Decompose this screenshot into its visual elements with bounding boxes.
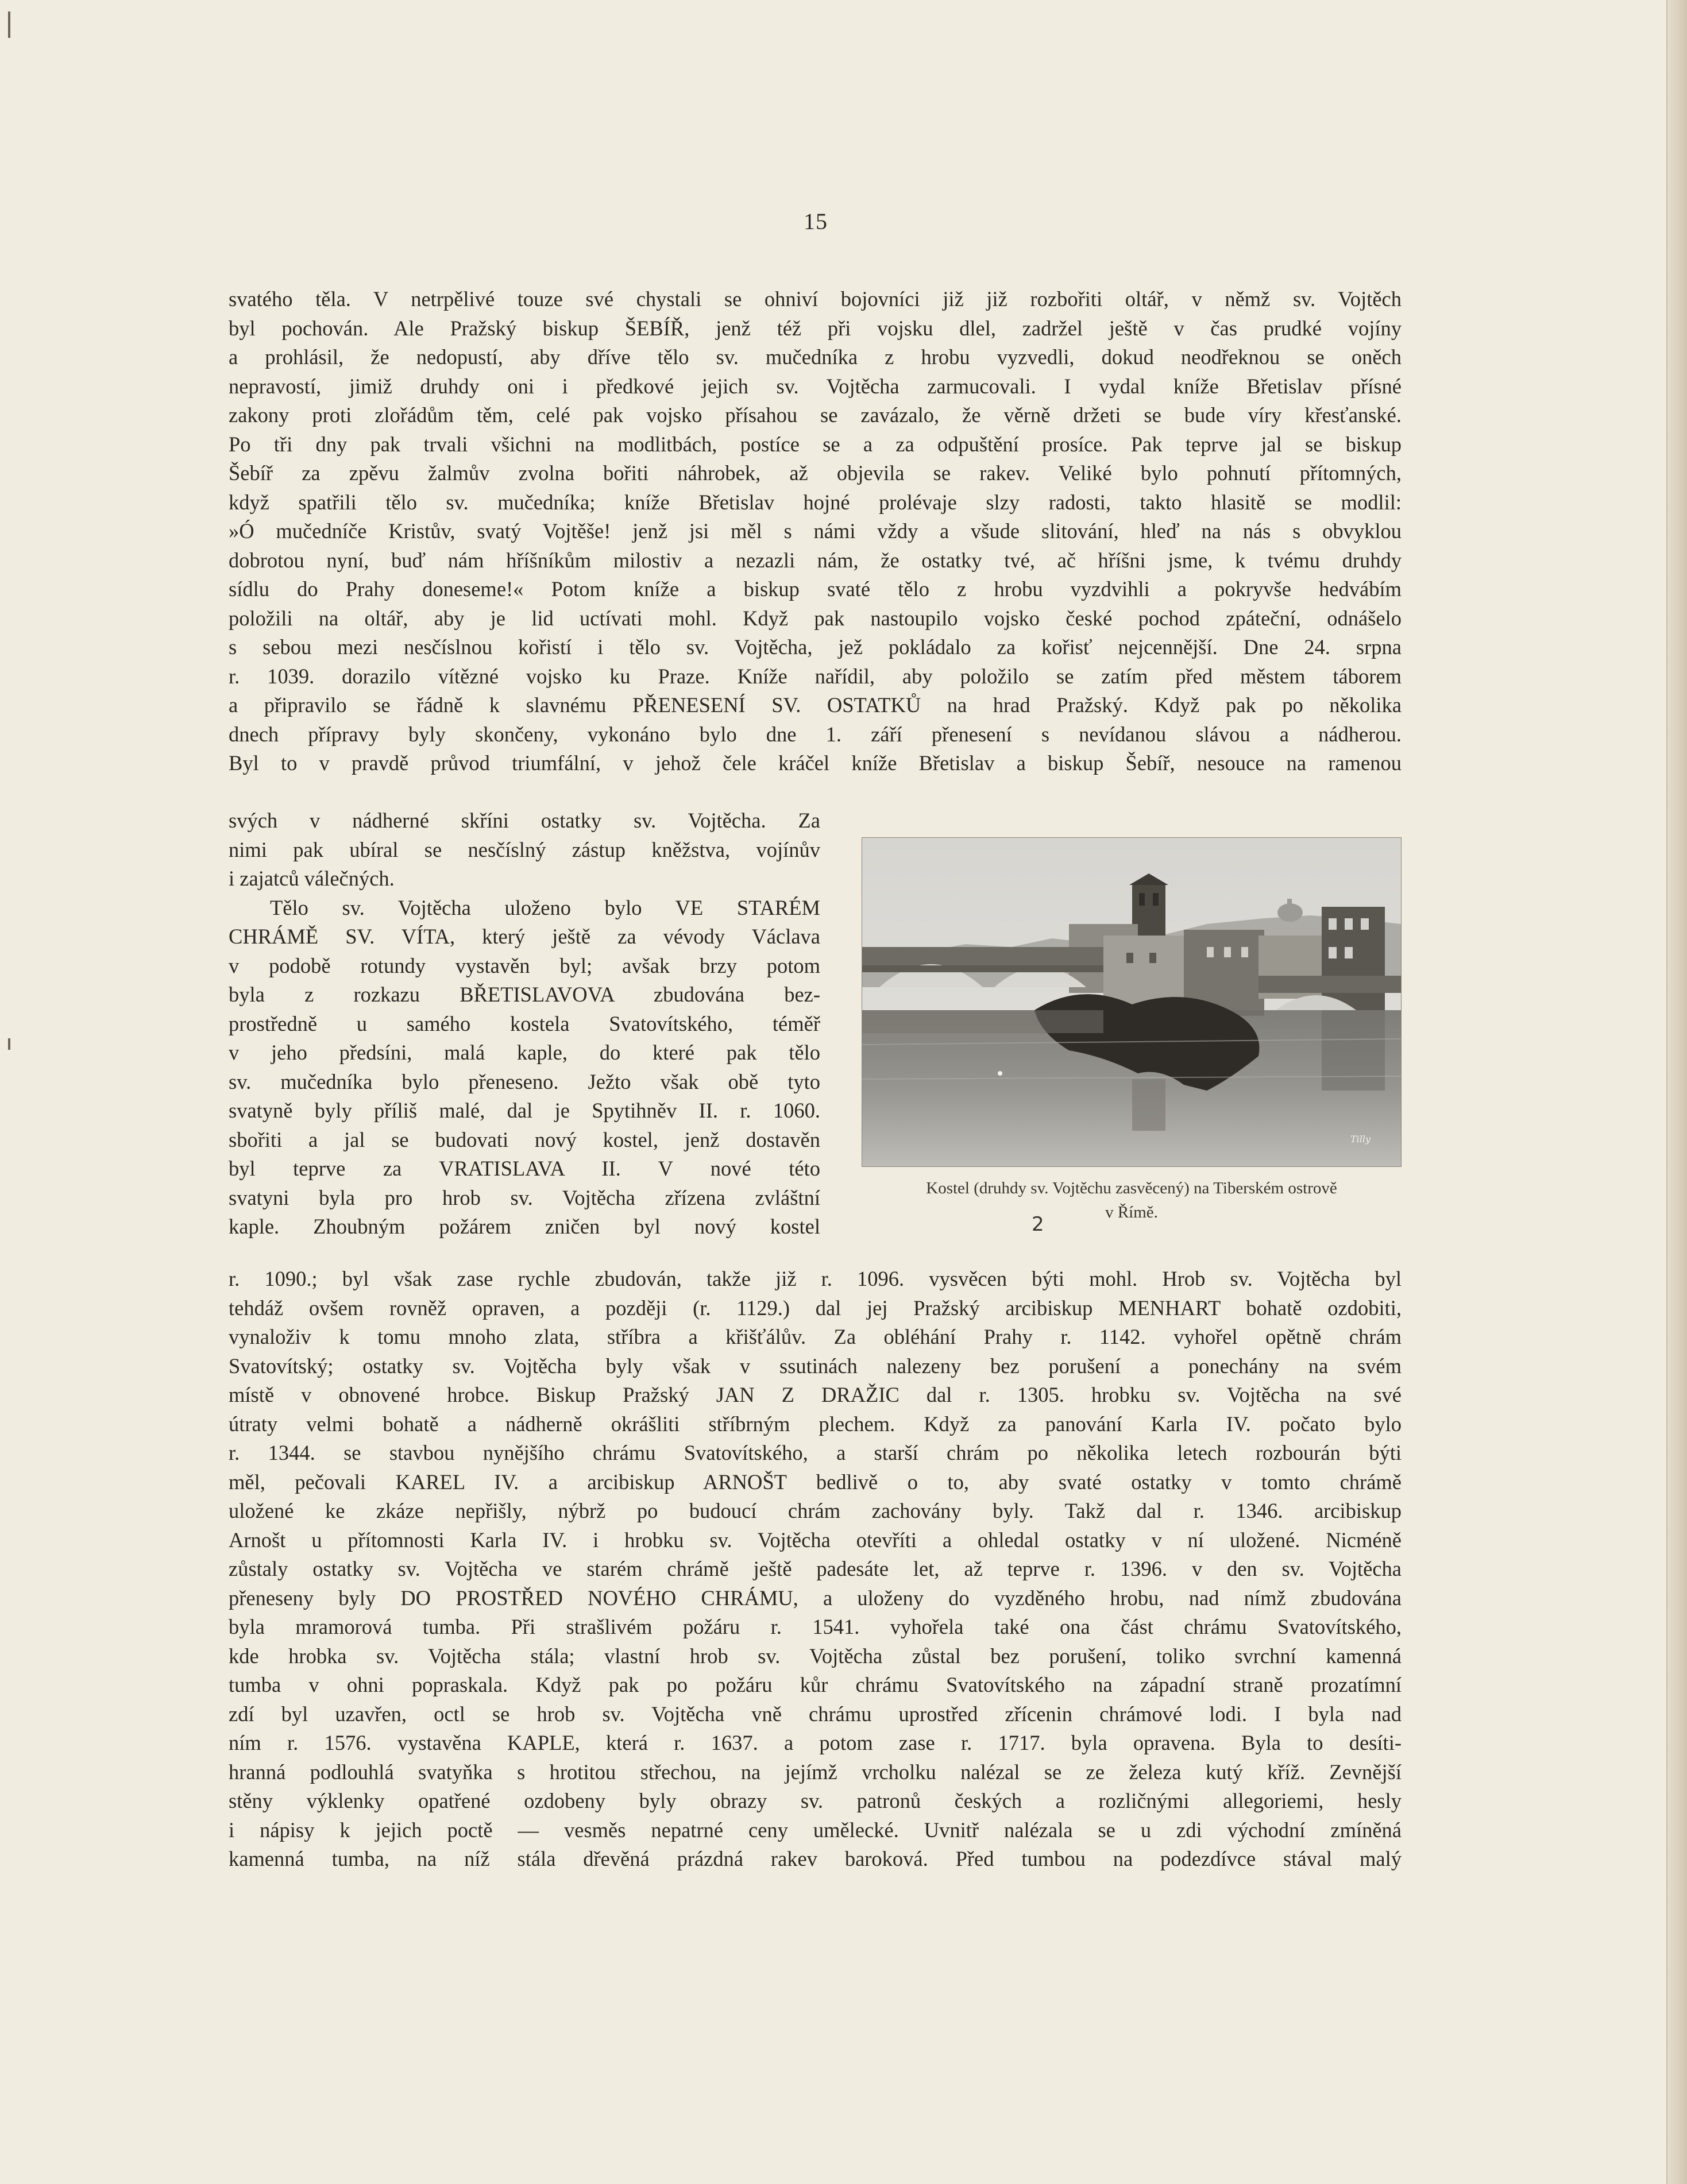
text-line: tehdáž ovšem rovněž opraven, a později (r. 1129.) dal jej Pražský arcibiskup MENHART bohatě ozdobiti, — [229, 1296, 1402, 1320]
caption-line-1: Kostel (druhdy sv. Vojtěchu zasvěcený) na Tiberském ostrově — [926, 1179, 1337, 1197]
text-line: s sebou mezi nesčíslnou kořistí i tělo sv. Vojtěcha, jež pokládalo za kořisť nejcennější. Dne 24. srpna — [229, 635, 1402, 659]
text-line: v podobě rotundy vystavěn byl; avšak brzy potom — [229, 953, 820, 977]
text-line: položili na oltář, aby je lid uctívati mohl. Když pak nastoupilo vojsko české pochod zpáteční, odnášelo — [229, 606, 1402, 630]
text-line: přeneseny byly DO PROSTŘED NOVÉHO CHRÁMU, a uloženy do vyzděného hrobu, nad nímž zbudována — [229, 1586, 1402, 1610]
text-line: Po tři dny pak trvali všichni na modlitbách, postíce se a za odpuštění prosíce. Pak teprve jal se biskup — [229, 432, 1402, 456]
text-top-block — [229, 285, 1402, 778]
text-line: i nápisy k jejich poctě — vesměs nepatrné ceny umělecké. Uvnitř nalézala se u zdi východní zmíněná — [229, 1818, 1402, 1842]
text-line: r. 1090.; byl však zase rychle zbudován, takže již r. 1096. vysvěcen býti mohl. Hrob sv. Vojtěcha byl — [229, 1267, 1402, 1290]
page-edge — [1666, 0, 1687, 2184]
photo-tiber-island-church — [862, 837, 1402, 1167]
text-line: nimi pak ubíral se nesčíslný zástup kněžstva, vojínův — [229, 837, 820, 861]
text-line: když spatřili tělo sv. mučedníka; kníže Břetislav hojné prolévaje slzy radosti, takto hlasitě se modlil: — [229, 490, 1402, 514]
figure-caption — [862, 1176, 1402, 1224]
text-line: a připravilo se řádně k slavnému PŘENESENÍ SV. OSTATKŮ na hrad Pražský. Když pak po několika — [229, 693, 1402, 717]
text-line: r. 1344. se stavbou nynějšího chrámu Svatovítského, a starší chrám po několika letech rozbourán býti — [229, 1441, 1402, 1464]
text-line: byl pochován. Ale Pražský biskup ŠEBÍŘ, jenž též při vojsku dlel, zadržel ještě v čas prudké vojíny — [229, 316, 1402, 340]
text-line: uložené ke zkáze nepřišly, nýbrž po budoucí chrám zachovány byly. Takž dal r. 1346. arcibiskup — [229, 1499, 1402, 1522]
text-line: kaple. Zhoubným požárem zničen byl nový kostel — [229, 1215, 820, 1238]
page-number: 15 — [804, 208, 828, 234]
text-line: Tělo sv. Vojtěcha uloženo bylo VE STARÉM — [270, 895, 820, 919]
text-line: CHRÁMĚ SV. VÍTA, který ještě za vévody Václava — [229, 925, 820, 948]
handwritten-mark: 2 — [1032, 1213, 1044, 1236]
text-line: byla mramorová tumba. Při strašlivém požáru r. 1541. vyhořela také ona část chrámu Svatovítského, — [229, 1615, 1402, 1638]
photo-signature: Tilly — [1350, 1134, 1371, 1145]
text-line: prostředně u samého kostela Svatovítského, téměř — [229, 1011, 820, 1035]
text-line: kde hrobka sv. Vojtěcha stála; vlastní hrob sv. Vojtěcha zůstal bez porušení, toliko svrchní kamenná — [229, 1644, 1402, 1668]
text-line: měl, pečovali KAREL IV. a arcibiskup ARNOŠT bedlivě o to, aby svaté ostatky v tomto chrámě — [229, 1470, 1402, 1494]
text-line: místě v obnovené hrobce. Biskup Pražský JAN Z DRAŽIC dal r. 1305. hrobku sv. Vojtěcha na své — [229, 1383, 1402, 1406]
text-line: útraty velmi bohatě a nádherně okrášliti stříbrným plechem. Když za panování Karla IV. počato bylo — [229, 1412, 1402, 1436]
figure — [862, 837, 1402, 1224]
text-line: svatyně byly příliš malé, dal je Spytihněv II. r. 1060. — [229, 1099, 820, 1122]
text-line: byla z rozkazu BŘETISLAVOVA zbudována bez- — [229, 983, 820, 1006]
text-line: svatyni byla pro hrob sv. Vojtěcha zřízena zvláštní — [229, 1185, 820, 1209]
text-line: nepravostí, jimiž druhdy oni i předkové jejich sv. Vojtěcha zarmucovali. I vydal kníže Břetislav přísné — [229, 374, 1402, 398]
text-line: i zajatců válečných. — [229, 867, 395, 890]
text-line: vynaloživ k tomu mnoho zlata, stříbra a křišťálův. Za obléhání Prahy r. 1142. vyhořel opětně chrám — [229, 1325, 1402, 1348]
text-line: zdí byl uzavřen, octl se hrob sv. Vojtěcha vně chrámu uprostřed zřícenin chrámové lodi. I byla nad — [229, 1702, 1402, 1726]
text-line: stěny výklenky opatřené ozdobeny byly obrazy sv. patronů českých a rozličnými allegoriemi, hesly — [229, 1789, 1402, 1812]
text-line: ním r. 1576. vystavěna KAPLE, která r. 1637. a potom zase r. 1717. byla opravena. Byla to desíti- — [229, 1731, 1402, 1754]
text-bottom-block — [229, 1265, 1402, 1874]
text-line: sv. mučedníka bylo přeneseno. Ježto však obě tyto — [229, 1069, 820, 1093]
text-line: Byl to v pravdě průvod triumfální, v jehož čele kráčel kníže Břetislav a biskup Šebíř, nesouce na ramenou — [229, 751, 1402, 775]
text-line: kamenná tumba, na níž stála dřevěná prázdná rakev baroková. Před tumbou na podezdívce stával malý — [229, 1847, 1402, 1870]
text-wrap-block — [229, 806, 820, 1242]
text-line: v jeho předsíni, malá kaple, do které pak tělo — [229, 1041, 820, 1064]
text-line: »Ó mučedníče Kristův, svatý Vojtěše! jenž jsi měl s námi vždy a všude slitování, hleď na nás s obvyklou — [229, 519, 1402, 543]
text-line: dnech přípravy byly skončeny, vykonáno bylo dne 1. září přenesení s nevídanou slávou a nádherou. — [229, 722, 1402, 746]
text-line: Svatovítský; ostatky sv. Vojtěcha byly však v ssutinách nalezeny bez porušení a ponechány na svém — [229, 1354, 1402, 1378]
text-line: byl teprve za VRATISLAVA II. V nové této — [229, 1157, 820, 1180]
text-line: sbořiti a jal se budovati nový kostel, jenž dostavěn — [229, 1127, 820, 1151]
text-line: sídlu do Prahy doneseme!« Potom kníže a biskup svaté tělo z hrobu vyzdvihli a pokryvše hedvábím — [229, 577, 1402, 601]
text-line: dobrotou nyní, buď nám hříšníkům milostiv a nezazli nám, že ostatky tvé, ač hříšni jsme, k tvému druhdy — [229, 548, 1402, 572]
text-line: svatého těla. V netrpělivé touze své chystali se ohniví bojovníci již již rozbořiti oltář, v němž sv. Vojtěch — [229, 287, 1402, 311]
text-line: hranná podlouhlá svatyňka s hrotitou střechou, na jejímž vrcholku nalézal se ze železa kutý kříž. Zevnější — [229, 1760, 1402, 1784]
text-line: svých v nádherné skříni ostatky sv. Vojtěcha. Za — [229, 809, 820, 832]
binding-mark — [8, 11, 10, 38]
binding-mark — [8, 1038, 10, 1050]
text-line: Šebíř za zpěvu žalmův zvolna bořiti náhrobek, až objevila se rakev. Veliké bylo pohnutí přítomných, — [229, 461, 1402, 485]
caption-line-2: v Římě. — [1105, 1203, 1158, 1222]
text-line: r. 1039. dorazilo vítězné vojsko ku Praze. Kníže nařídil, aby položilo se zatím před městem táborem — [229, 664, 1402, 688]
text-line: a prohlásil, že nedopustí, aby dříve tělo sv. mučedníka z hrobu vyzvedli, dokud neodřeknou se oněch — [229, 345, 1402, 369]
text-line: zakony proti zlořádům těm, celé pak vojsko přísahou se zavázalo, že věrně držeti se bude víry křesťanské. — [229, 403, 1402, 427]
text-line: Arnošt u přítomnosti Karla IV. i hrobku sv. Vojtěcha otevříti a ohledal ostatky v ní uložené. Nicméně — [229, 1528, 1402, 1552]
text-line: tumba v ohni popraskala. Když pak po požáru kůr chrámu Svatovítského na západní straně prozatímní — [229, 1673, 1402, 1696]
text-line: zůstaly ostatky sv. Vojtěcha ve starém chrámě ještě padesáte let, až teprve r. 1396. v den sv. Vojtěcha — [229, 1557, 1402, 1580]
